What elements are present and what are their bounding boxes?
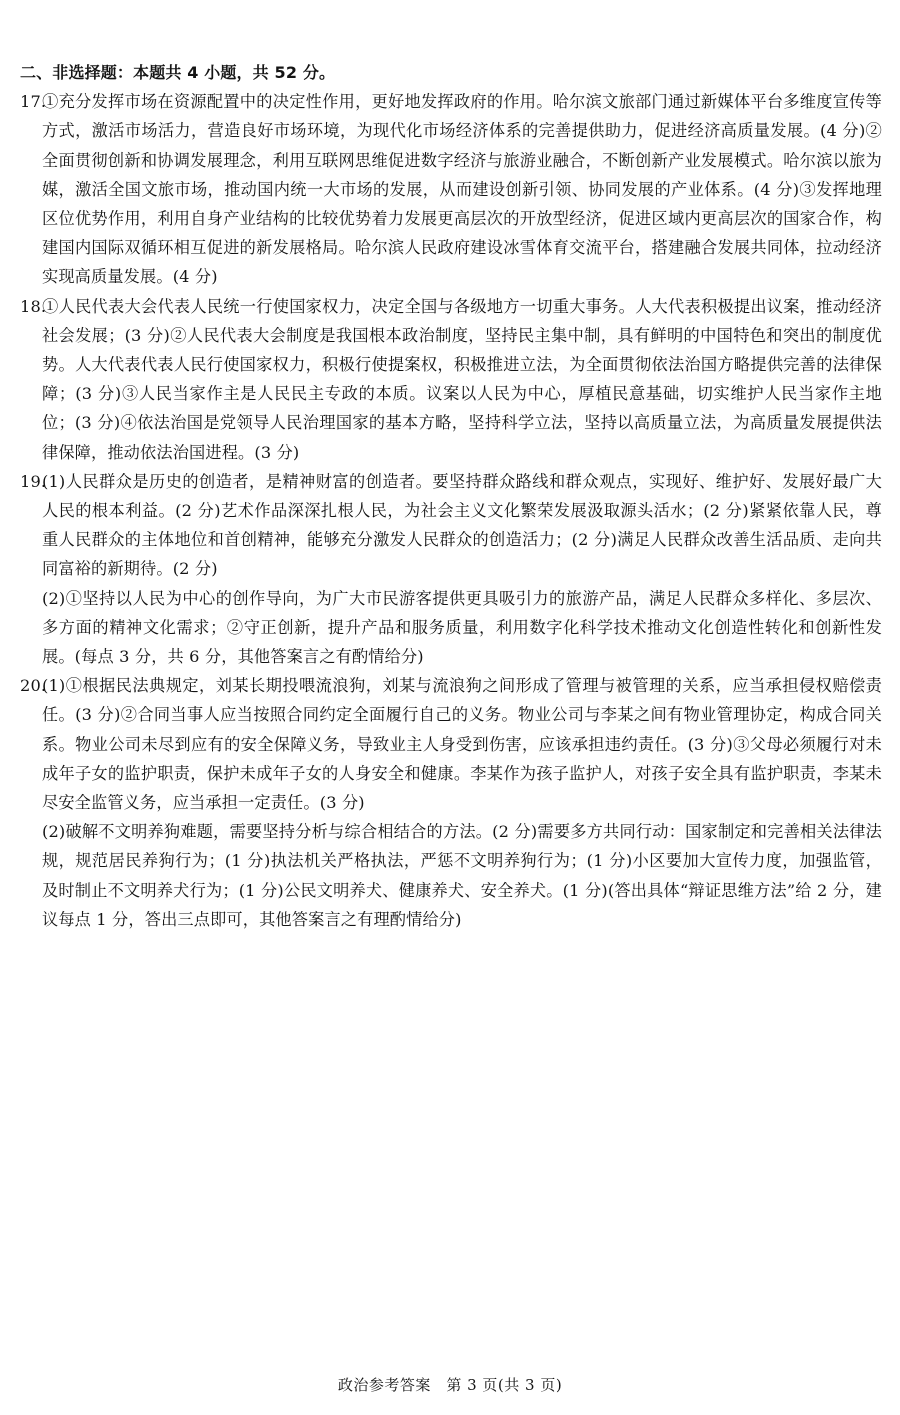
answer-text: ①人民代表大会代表人民统一行使国家权力，决定全国与各级地方一切重大事务。人大代表积极提出议案，推动经济社会发展；(3 分)②人民代表大会制度是我国根本政治制度，坚持民主集中制，具有鲜明的中国特色和突出的制度优势。人大代表代表人民行使国家权力，积极行使提案权，积极推进立法，为全面贯彻依法治国方略提供完善的法律保障；(3 分)③人民当家作主是人民民主专政的本质。议案以人民为中心，厚植民意基础，切实维护人民当家作主地位；(3 分)④依法治国是党领导人民治理国家的基本方略，坚持科学立法，坚持以高质量立法，为高质量发展提供法律保障，推动依法治国进程。(3 分) xyxy=(42,296,882,462)
question-20 xyxy=(20,671,882,817)
question-19 xyxy=(20,467,882,584)
section-heading: 二、非选择题：本题共 4 小题，共 52 分。 xyxy=(20,63,336,82)
answer-text-part-2: (2)破解不文明养狗难题，需要坚持分析与综合相结合的方法。(2 分)需要多方共同行动：国家制定和完善相关法律法规，规范居民养狗行为；(1 分)执法机关严格执法，严惩不文明养狗行为；(1 分)小区要加大宣传力度，加强监管，及时制止不文明养犬行为；(1 分)公民文明养犬、健康养犬、安全养犬。(1 分)(答出具体“辩证思维方法”给 2 分，建议每点 1 分，答出三点即可，其他答案言之有理酌情给分) xyxy=(42,822,882,929)
question-number: 18. xyxy=(20,296,47,316)
answer-text-part-1: (1)①根据民法典规定，刘某长期投喂流浪狗，刘某与流浪狗之间形成了管理与被管理的关系，应当承担侵权赔偿责任。(3 分)②合同当事人应当按照合同约定全面履行自己的义务。物业公司与李某之间有物业管理协定，构成合同关系。物业公司未尽到应有的安全保障义务，导致业主人身受到伤害，应该承担违约责任。(3 分)③父母必须履行对未成年子女的监护职责，保护未成年子女的人身安全和健康。李某作为孩子监护人，对孩子安全具有监护职责，李某未尽安全监管义务，应当承担一定责任。(3 分) xyxy=(42,676,882,813)
page-footer: 政治参考答案 第 3 页(共 3 页) xyxy=(337,1376,563,1394)
question-number: 19. xyxy=(20,471,47,491)
question-18 xyxy=(20,292,882,467)
answer-text: ①充分发挥市场在资源配置中的决定性作用，更好地发挥政府的作用。哈尔滨文旅部门通过新媒体平台多维度宣传等方式，激活市场活力，营造良好市场环境，为现代化市场经济体系的完善提供助力，促进经济高质量发展。(4 分)②全面贯彻创新和协调发展理念，利用互联网思维促进数字经济与旅游业融合，不断创新产业发展模式。哈尔滨以旅为媒，激活全国文旅市场，推动国内统一大市场的发展，从而建设创新引领、协同发展的产业体系。(4 分)③发挥地理区位优势作用，利用自身产业结构的比较优势着力发展更高层次的开放型经济，促进区域内更高层次的国家合作，构建国内国际双循环相互促进的新发展格局。哈尔滨人民政府建设冰雪体育交流平台，搭建融合发展共同体，拉动经济实现高质量发展。(4 分) xyxy=(42,92,882,287)
question-17 xyxy=(20,87,882,291)
question-number: 20. xyxy=(20,676,47,696)
answer-content xyxy=(20,58,882,934)
question-number: 17. xyxy=(20,92,47,112)
answer-text-part-2: (2)①坚持以人民为中心的创作导向，为广大市民游客提供更具吸引力的旅游产品，满足人民群众多样化、多层次、多方面的精神文化需求；②守正创新，提升产品和服务质量，利用数字化科学技术推动文化创造性转化和创新性发展。(每点 3 分，共 6 分，其他答案言之有酌情给分) xyxy=(42,588,882,667)
answer-text-part-1: (1)人民群众是历史的创造者，是精神财富的创造者。要坚持群众路线和群众观点，实现好、维护好、发展好最广大人民的根本利益。(2 分)艺术作品深深扎根人民，为社会主义文化繁荣发展汲取源头活水；(2 分)紧紧依靠人民，尊重人民群众的主体地位和首创精神，能够充分激发人民群众的创造活力；(2 分)满足人民群众改善生活品质、走向共同富裕的新期待。(2 分) xyxy=(42,471,882,579)
